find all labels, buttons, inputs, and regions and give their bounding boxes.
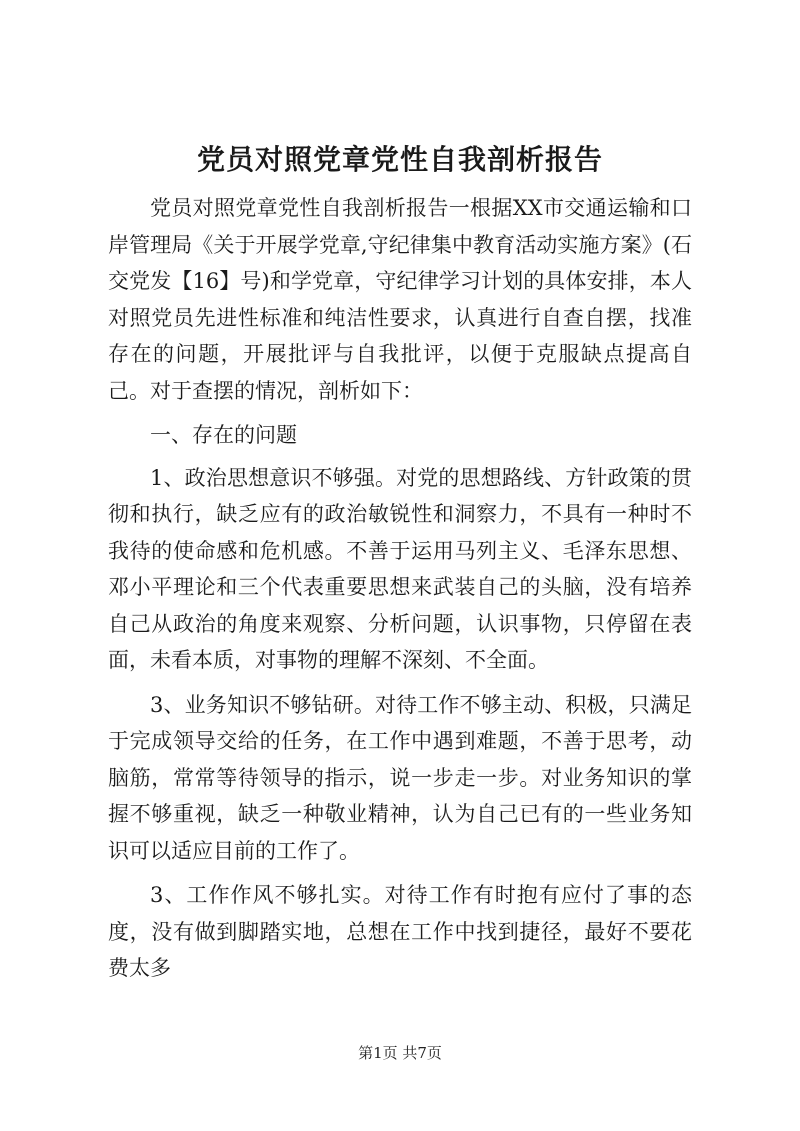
body-paragraph: 1、政治思想意识不够强。对党的思想路线、方针政策的贯彻和执行，缺乏应有的政治敏锐性和洞察力，不具有一种时不我待的使命感和危机感。不善于运用马列主义、毛泽东思想、邓小平理论和三个代表重要思想来武装自己的头脑，没有培养自己从政治的角度来观察、分析问题，认识事物，只停留在表面，未看本质，对事物的理解不深刻、不全面。 <box>108 465 692 672</box>
body-paragraph: 3、工作作风不够扎实。对待工作有时抱有应付了事的态度，没有做到脚踏实地，总想在工作中找到捷径，最好不要花费太多 <box>108 883 692 980</box>
body-paragraph: 3、业务知识不够钻研。对待工作不够主动、积极，只满足于完成领导交给的任务，在工作中遇到难题，不善于思考，动脑筋，常常等待领导的指示，说一步走一步。对业务知识的掌握不够重视，缺乏一种敬业精神，认为自己已有的一些业务知识可以适应目前的工作了。 <box>108 692 692 863</box>
intro-paragraph: 党员对照党章党性自我剖析报告一根据XX市交通运输和口岸管理局《关于开展学党章,守纪律集中教育活动实施方案》(石交党发【16】号)和学党章，守纪律学习计划的具体安排，本人对照党员先进性标准和纯洁性要求，认真进行自查自摆，找准存在的问题，开展批评与自我批评，以便于克服缺点提高自己。对于查摆的情况，剖析如下： <box>108 196 692 403</box>
document-body <box>108 190 692 987</box>
document-title: 党员对照党章党性自我剖析报告 <box>196 143 603 176</box>
section-heading: 一、存在的问题 <box>150 423 297 447</box>
page-number-footer: 第1页 共7页 <box>358 1044 442 1062</box>
